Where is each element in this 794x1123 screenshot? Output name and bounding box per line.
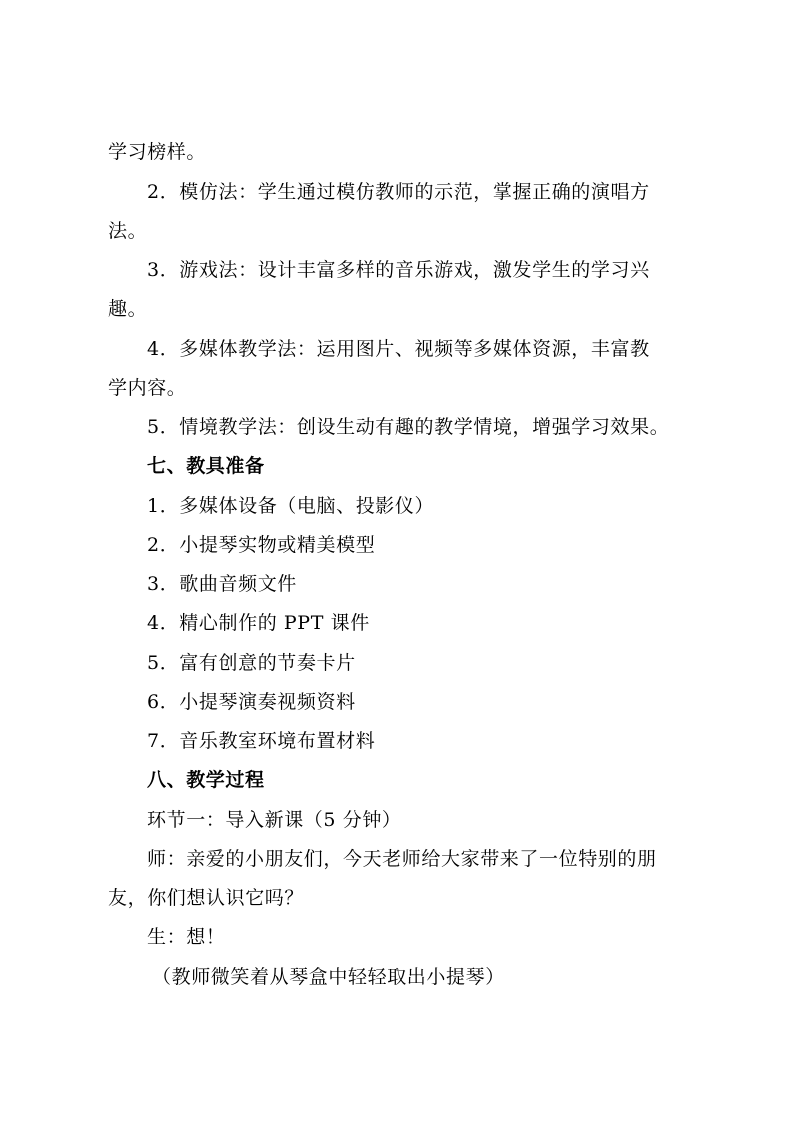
paragraph-line: 法。	[108, 220, 148, 242]
aid-item-5: 5．富有创意的节奏卡片	[147, 652, 356, 674]
method-item-3: 3．游戏法：设计丰富多样的音乐游戏，激发学生的学习兴	[147, 259, 650, 281]
paragraph-line: 学内容。	[108, 377, 187, 399]
method-item-2: 2．模仿法：学生通过模仿教师的示范，掌握正确的演唱方	[147, 181, 650, 203]
dialogue-teacher: 师：亲爱的小朋友们，今天老师给大家带来了一位特别的朋	[147, 848, 657, 870]
paragraph-line: 趣。	[108, 298, 148, 320]
aid-item-3: 3．歌曲音频文件	[147, 573, 297, 595]
aid-item-4: 4．精心制作的 PPT 课件	[147, 612, 370, 634]
section-heading-teaching-process: 八、教学过程	[147, 769, 265, 791]
method-item-4: 4．多媒体教学法：运用图片、视频等多媒体资源，丰富教	[147, 338, 650, 360]
dialogue-student: 生：想！	[147, 926, 226, 948]
paragraph-line: 友，你们想认识它吗？	[108, 887, 305, 909]
step-title: 环节一：导入新课（5 分钟）	[147, 809, 402, 831]
paragraph-line: 学习榜样。	[108, 141, 207, 163]
aid-item-2: 2．小提琴实物或精美模型	[147, 534, 376, 556]
aid-item-7: 7．音乐教室环境布置材料	[147, 730, 376, 752]
section-heading-teaching-aids: 七、教具准备	[147, 455, 265, 477]
aid-item-6: 6．小提琴演奏视频资料	[147, 691, 356, 713]
method-item-5: 5．情境教学法：创设生动有趣的教学情境，增强学习效果。	[147, 416, 670, 438]
aid-item-1: 1．多媒体设备（电脑、投影仪）	[147, 495, 435, 517]
stage-direction: （教师微笑着从琴盒中轻轻取出小提琴）	[152, 966, 505, 988]
